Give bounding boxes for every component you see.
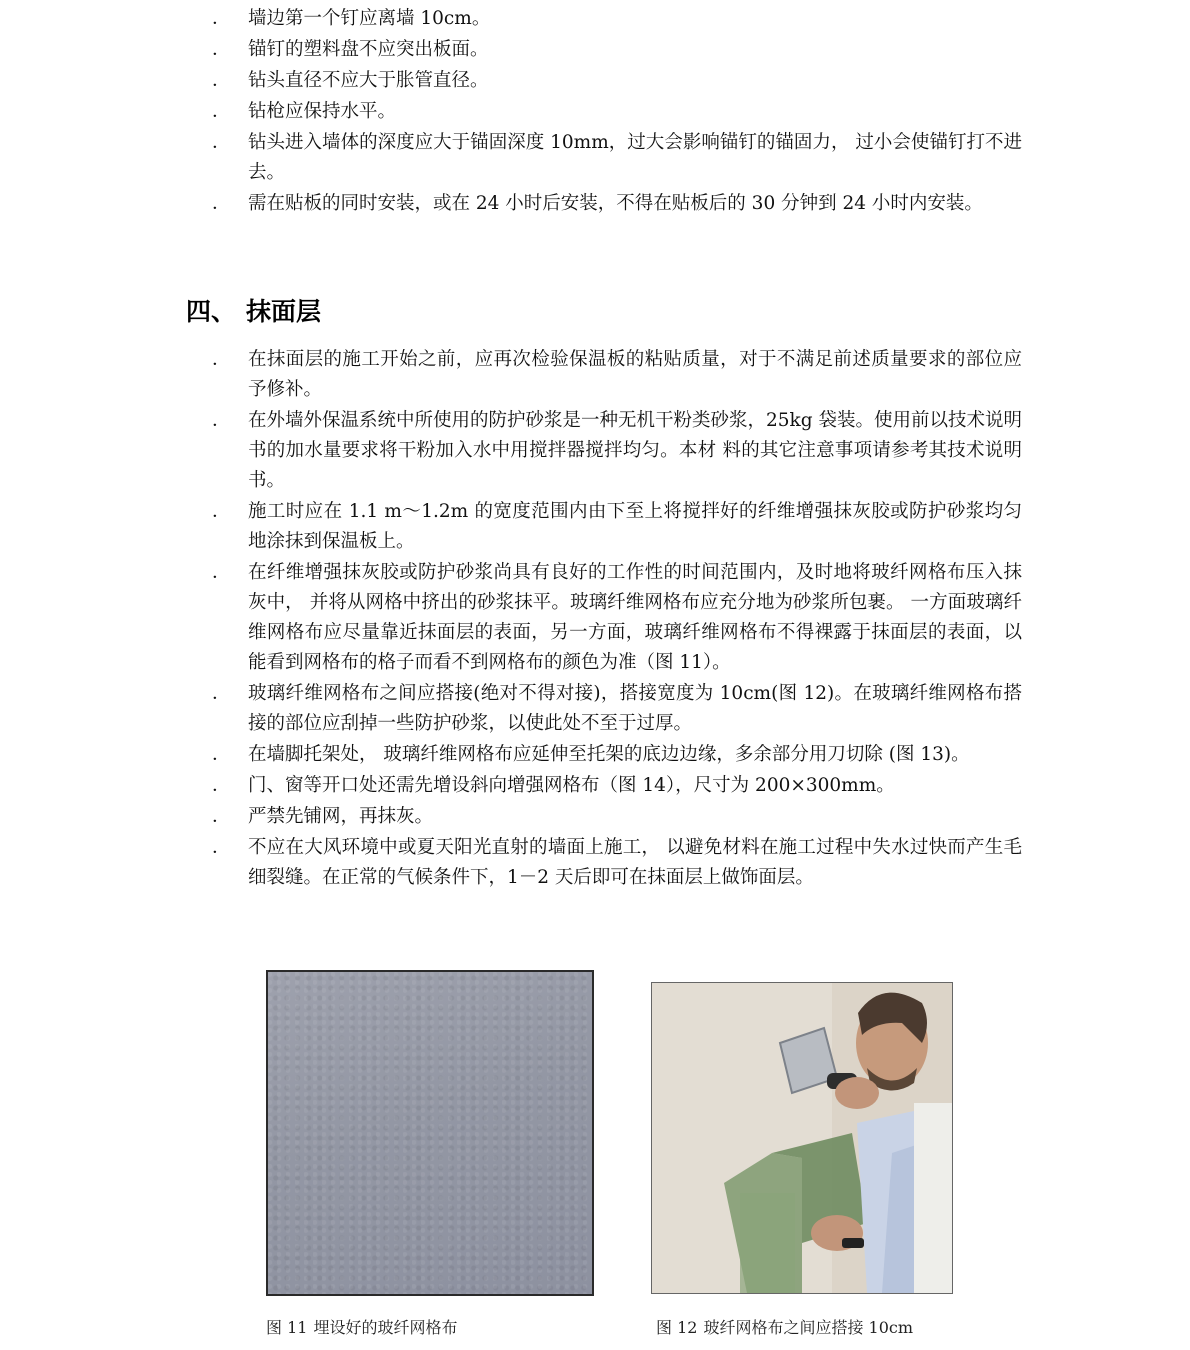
worker-illustration <box>652 983 952 1293</box>
list-item-text: 施工时应在 1.1 m～1.2m 的宽度范围内由下至上将搅拌好的纤维增强抹灰胶或防护砂浆均匀地涂抹到保温板上。 <box>248 501 1022 552</box>
list-item-text: 锚钉的塑料盘不应突出板面。 <box>248 39 489 60</box>
bullet-mark: ． <box>212 8 231 29</box>
bullet-mark: ． <box>212 193 231 214</box>
list-item <box>212 128 1022 188</box>
list-item <box>212 406 1022 496</box>
figure-caption-text: 埋设好的玻纤网格布 <box>313 1318 458 1337</box>
bullet-mark: ． <box>212 101 231 122</box>
section-title: 抹面层 <box>246 297 322 326</box>
list-item <box>212 833 1022 893</box>
bullet-mark: ． <box>212 132 231 153</box>
bullet-mark: ． <box>212 562 231 583</box>
figure-caption-text: 玻纤网格布之间应搭接 10cm <box>703 1318 914 1337</box>
list-item <box>212 345 1022 405</box>
list-item <box>212 771 1022 801</box>
figure-11-mesh-texture-photo <box>266 970 594 1296</box>
list-item-text: 玻璃纤维网格布之间应搭接(绝对不得对接)，搭接宽度为 10cm(图 12)。在玻璃纤维网格布搭接的部位应刮掉一些防护砂浆，以使此处不至于过厚。 <box>248 683 1022 734</box>
list-item <box>212 802 1022 832</box>
figure-label: 图 11 <box>266 1318 308 1337</box>
bullet-mark: ． <box>212 410 231 431</box>
list-item-text: 在外墙外保温系统中所使用的防护砂浆是一种无机干粉类砂浆，25kg 袋装。使用前以技术说明书的加水量要求将干粉加入水中用搅拌器搅拌均匀。本材 料的其它注意事项请参考其技术说明书。 <box>248 410 1022 491</box>
list-item <box>212 189 1022 219</box>
list-item-text: 在纤维增强抹灰胶或防护砂浆尚具有良好的工作性的时间范围内，及时地将玻纤网格布压入抹灰中， 并将从网格中挤出的砂浆抹平。玻璃纤维网格布应充分地为砂浆所包裹。 一方面玻璃纤维网格布应尽量靠近抹面层的表面，另一方面，玻璃纤维网格布不得裸露于抹面层的表面，以能看到网格布的格子而看不到网格布的颜色为准（图 11）。 <box>248 562 1022 673</box>
list-item-text: 墙边第一个钉应离墙 10cm。 <box>248 8 491 29</box>
list-item <box>212 740 1022 770</box>
bullet-mark: ． <box>212 806 231 827</box>
list-item <box>212 679 1022 739</box>
list-item <box>212 4 1022 34</box>
section-number: 四、 <box>186 297 237 326</box>
list-item <box>212 497 1022 557</box>
bullet-mark: ． <box>212 744 231 765</box>
list-item-text: 需在贴板的同时安装，或在 24 小时后安装，不得在贴板后的 30 分钟到 24 小时内安装。 <box>248 193 983 214</box>
list-item-text: 不应在大风环境中或夏天阳光直射的墙面上施工， 以避免材料在施工过程中失水过快而产生毛细裂缝。在正常的气候条件下，1－2 天后即可在抹面层上做饰面层。 <box>248 837 1022 888</box>
bullet-mark: ． <box>212 70 231 91</box>
list-item <box>212 558 1022 678</box>
list-item-text: 在抹面层的施工开始之前，应再次检验保温板的粘贴质量，对于不满足前述质量要求的部位应予修补。 <box>248 349 1022 400</box>
bullet-mark: ． <box>212 39 231 60</box>
list-item-text: 钻头进入墙体的深度应大于锚固深度 10mm，过大会影响锚钉的锚固力， 过小会使锚钉打不进去。 <box>248 132 1022 183</box>
figure-label: 图 12 <box>656 1318 698 1337</box>
plaster-layer-list <box>212 345 1022 894</box>
bullet-mark: ． <box>212 837 231 858</box>
bullet-mark: ． <box>212 501 231 522</box>
list-item <box>212 35 1022 65</box>
list-item-text: 门、窗等开口处还需先增设斜向增强网格布（图 14），尺寸为 200×300mm。 <box>248 775 895 796</box>
bullet-mark: ． <box>212 349 231 370</box>
list-item-text: 钻头直径不应大于胀管直径。 <box>248 70 489 91</box>
list-item <box>212 66 1022 96</box>
list-item <box>212 97 1022 127</box>
bullet-mark: ． <box>212 683 231 704</box>
figure-11-caption <box>266 1318 457 1338</box>
figure-12-worker-photo <box>651 982 953 1294</box>
list-item-text: 严禁先铺网，再抹灰。 <box>248 806 434 827</box>
list-item-text: 钻枪应保持水平。 <box>248 101 397 122</box>
anchor-notes-list <box>212 4 1022 220</box>
section-heading <box>186 294 321 330</box>
figure-12-caption <box>656 1318 913 1338</box>
list-item-text: 在墙脚托架处， 玻璃纤维网格布应延伸至托架的底边边缘，多余部分用刀切除 (图 13)。 <box>248 744 970 765</box>
bullet-mark: ． <box>212 775 231 796</box>
